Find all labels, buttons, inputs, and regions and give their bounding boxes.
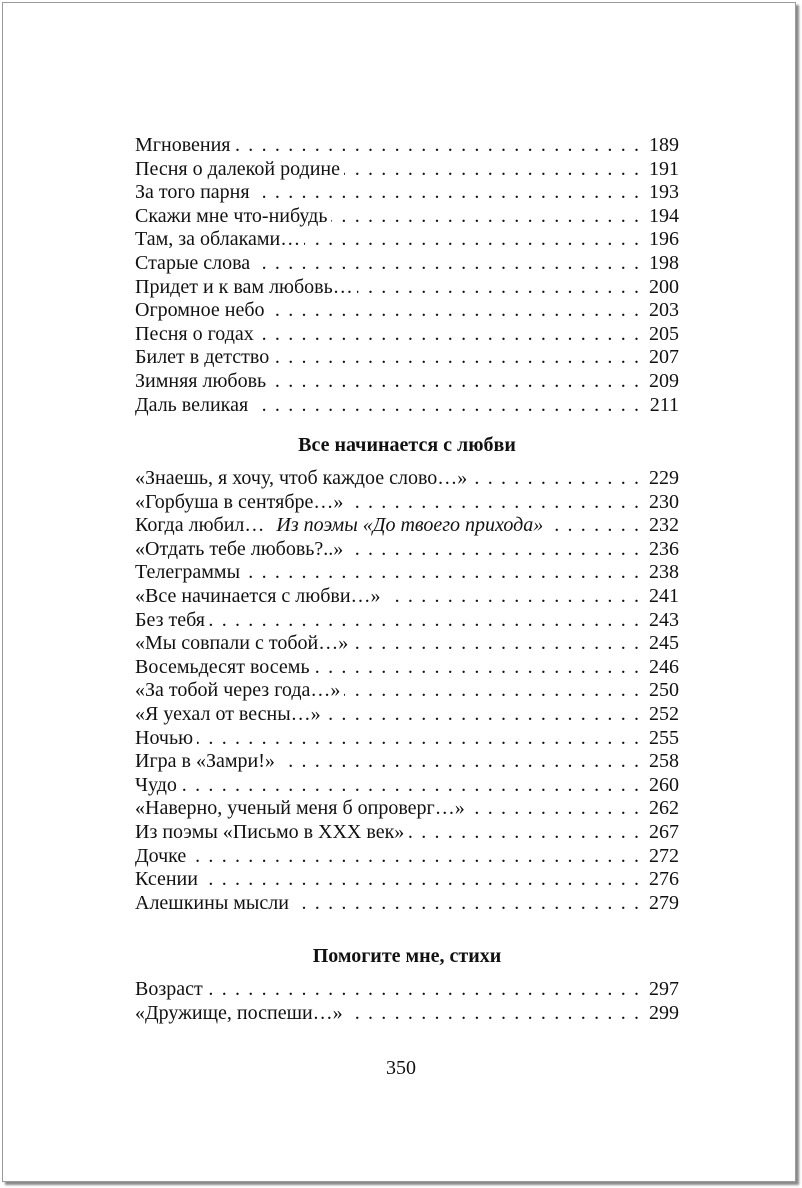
- toc-entry: [135, 205, 679, 229]
- entry-page: 198: [649, 251, 679, 274]
- entry-page: 191: [649, 157, 679, 180]
- toc-block-1: [135, 134, 679, 417]
- entry-title: Ксении: [135, 868, 198, 891]
- dot-leader: [207, 978, 639, 1002]
- toc-entry: [135, 679, 679, 703]
- entry-title: «Горбуша в сентябре…»: [135, 490, 344, 513]
- toc-entry: [135, 585, 679, 609]
- toc-entry: [135, 868, 679, 892]
- entry-title: Игра в «Замри!»: [135, 750, 275, 773]
- entry-title: Песня о годах: [135, 322, 254, 345]
- entry-page: 250: [649, 679, 679, 702]
- entry-title: «Дружище, поспеши…»: [135, 1001, 343, 1024]
- entry-title: Восемьдесят восемь: [135, 655, 310, 678]
- toc-entry: [135, 892, 679, 916]
- dot-leader: [244, 561, 639, 585]
- toc-entry: [135, 703, 679, 727]
- page-number: 350: [386, 1057, 416, 1079]
- section-heading: Помогите мне, стихи: [312, 945, 502, 967]
- entry-title: «Я уехал от весны…»: [135, 702, 321, 725]
- entry-page: 279: [649, 891, 679, 914]
- toc-entry: [135, 750, 679, 774]
- dot-leader: [469, 797, 639, 821]
- entry-title: За того парня: [135, 181, 250, 204]
- entry-page: 246: [649, 655, 679, 678]
- entry-page: 205: [649, 322, 679, 345]
- dot-leader: [357, 276, 639, 300]
- entry-title: Ночью: [135, 726, 194, 749]
- toc-entry: [135, 727, 679, 751]
- entry-title: Без тебя: [135, 608, 205, 631]
- toc-block-2: [135, 467, 679, 915]
- toc-entry: [135, 978, 679, 1002]
- toc-entry: [135, 514, 679, 538]
- entry-title: Когда любил…: [135, 514, 265, 537]
- dot-leader: [252, 394, 639, 418]
- toc-entry: [135, 774, 679, 798]
- dot-leader: [408, 821, 639, 845]
- entry-page: 230: [649, 490, 679, 513]
- book-page: [2, 2, 796, 1182]
- entry-title: Из поэмы «Письмо в XXX век»: [135, 820, 405, 843]
- entry-page: 255: [649, 726, 679, 749]
- dot-leader: [273, 346, 639, 370]
- entry-title: «Знаешь, я хочу, чтоб каждое слово…»: [135, 467, 468, 489]
- entry-page: 194: [649, 204, 679, 227]
- toc-entry: [135, 1002, 679, 1026]
- entry-page: 245: [649, 632, 679, 655]
- toc-entry: [135, 276, 679, 300]
- dot-leader: [258, 323, 639, 347]
- toc-entry: [135, 467, 679, 491]
- dot-leader: [190, 845, 639, 869]
- entry-title: Билет в детство: [135, 346, 270, 369]
- dot-leader: [202, 868, 639, 892]
- dot-leader: [197, 727, 639, 751]
- toc-entry: [135, 656, 679, 680]
- dot-leader: [547, 514, 639, 538]
- dot-leader: [347, 491, 639, 515]
- entry-page: 252: [649, 702, 679, 725]
- entry-page: 276: [649, 868, 679, 891]
- dot-leader: [254, 252, 639, 276]
- dot-leader: [279, 750, 639, 774]
- entry-page: 299: [649, 1001, 679, 1024]
- entry-page: 196: [649, 228, 679, 251]
- entry-title: Огромное небо: [135, 299, 265, 322]
- dot-leader: [347, 1002, 639, 1026]
- dot-leader: [304, 228, 639, 252]
- dot-leader: [254, 181, 639, 205]
- toc-entry: [135, 346, 679, 370]
- toc-entry: [135, 323, 679, 347]
- toc-entry: [135, 252, 679, 276]
- dot-leader: [344, 158, 639, 182]
- entry-subtitle: Из поэмы «До твоего прихода»: [276, 514, 544, 537]
- entry-title: Песня о далекой родине: [135, 157, 340, 180]
- entry-page: 241: [649, 584, 679, 607]
- entry-page: 193: [649, 181, 679, 204]
- entry-title: «Все начинается с любви…»: [135, 584, 381, 607]
- entry-title: Зимняя любовь: [135, 369, 267, 392]
- entry-title: Придет и к вам любовь…: [135, 275, 353, 298]
- entry-title: «За тобой через года…»: [135, 679, 341, 702]
- dot-leader: [181, 774, 639, 798]
- toc-entry: [135, 538, 679, 562]
- dot-leader: [235, 134, 640, 158]
- toc-entry: [135, 561, 679, 585]
- entry-title: Старые слова: [135, 251, 251, 274]
- toc-entry: [135, 134, 679, 158]
- toc-entry: [135, 609, 679, 633]
- entry-title: «Наверно, ученый меня б опроверг…»: [135, 797, 465, 820]
- dot-leader: [269, 299, 639, 323]
- entry-page: 243: [649, 608, 679, 631]
- dot-leader: [325, 703, 639, 727]
- dot-leader: [471, 467, 639, 491]
- dot-leader: [314, 656, 639, 680]
- entry-title: «Мы совпали с тобой…»: [135, 632, 349, 655]
- entry-page: 267: [649, 820, 679, 843]
- entry-title: Мгновения: [135, 134, 231, 156]
- dot-leader: [331, 205, 639, 229]
- toc-entry: [135, 158, 679, 182]
- entry-page: 262: [649, 797, 679, 820]
- section-heading: Все начинается с любви: [298, 434, 516, 456]
- toc-entry: [135, 181, 679, 205]
- entry-page: 189: [649, 134, 679, 156]
- toc-entry: [135, 491, 679, 515]
- toc-entry: [135, 821, 679, 845]
- entry-title: Чудо: [135, 773, 177, 796]
- toc-entry: [135, 370, 679, 394]
- dot-leader: [293, 892, 639, 916]
- toc-entry: [135, 845, 679, 869]
- entry-page: 297: [649, 978, 679, 1000]
- dot-leader: [352, 632, 639, 656]
- entry-page: 203: [649, 299, 679, 322]
- toc-block-3: [135, 978, 679, 1025]
- dot-leader: [270, 370, 639, 394]
- entry-title: Алешкины мысли: [135, 891, 289, 914]
- dot-leader: [347, 538, 639, 562]
- toc-entry: [135, 632, 679, 656]
- toc-entry: [135, 299, 679, 323]
- entry-page: 238: [649, 561, 679, 584]
- entry-page: 272: [649, 844, 679, 867]
- entry-title: Даль великая: [135, 393, 249, 416]
- entry-title: Скажи мне что-нибудь: [135, 204, 328, 227]
- entry-page: 229: [649, 467, 679, 489]
- entry-page: 232: [649, 514, 679, 537]
- entry-page: 236: [649, 537, 679, 560]
- entry-page: 207: [649, 346, 679, 369]
- toc-entry: [135, 228, 679, 252]
- entry-page: 209: [649, 369, 679, 392]
- entry-title: Там, за облаками…: [135, 228, 301, 251]
- entry-page: 200: [649, 275, 679, 298]
- dot-leader: [344, 679, 639, 703]
- entry-page: 211: [649, 393, 679, 416]
- entry-page: 260: [649, 773, 679, 796]
- entry-title: Дочке: [135, 844, 187, 867]
- toc-entry: [135, 797, 679, 821]
- entry-page: 258: [649, 750, 679, 773]
- entry-title: Возраст: [135, 978, 203, 1000]
- dot-leader: [209, 609, 639, 633]
- toc-entry: [135, 394, 679, 418]
- entry-title: Телеграммы: [135, 561, 241, 584]
- entry-title: «Отдать тебе любовь?..»: [135, 537, 344, 560]
- dot-leader: [385, 585, 639, 609]
